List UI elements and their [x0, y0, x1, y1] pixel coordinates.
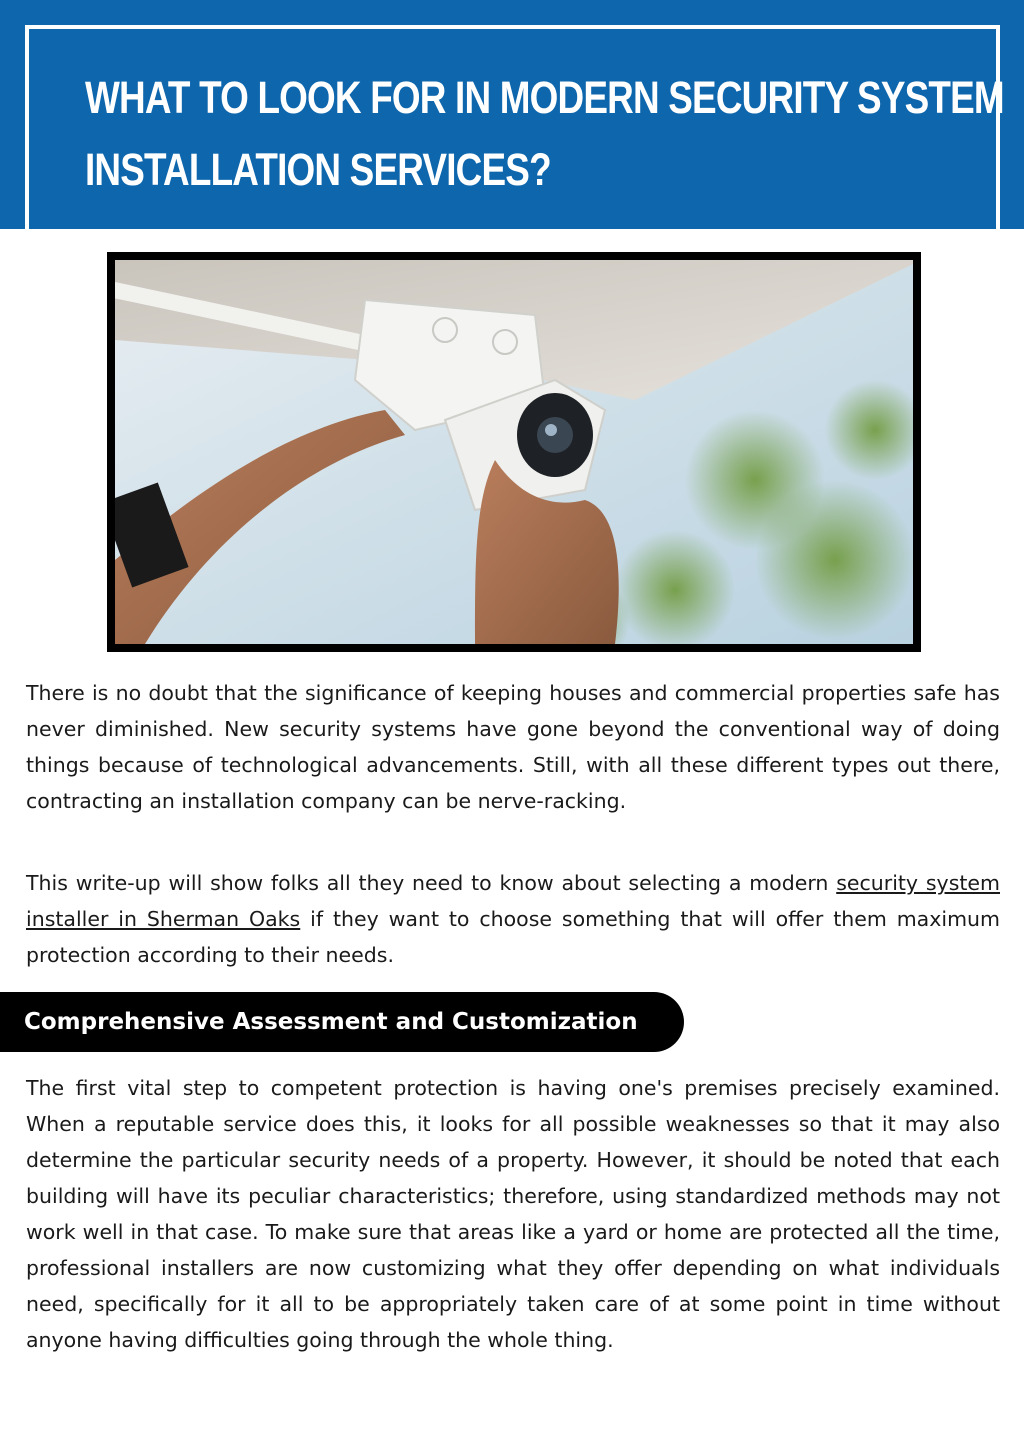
intro-paragraph-1: There is no doubt that the significance of keeping houses and commercial properties safe has never diminished. New security systems have gone beyond the conventional way of doing things because of technological advancements. Still, with all these different types out there, contracting an installation company can be nerve-racking. — [26, 681, 1000, 813]
page-title-line-1: WHAT TO LOOK FOR IN MODERN SECURITY SYSTEM — [85, 72, 1004, 123]
intro-paragraph-2-end: if they want to choose something that will offer them maximum protection according to their needs. — [26, 907, 1001, 967]
security-camera-installation-photo-icon — [115, 260, 913, 644]
header-banner — [0, 0, 1024, 229]
intro-paragraph-2-start: This write-up will show folks all they need to know about selecting a modern — [26, 871, 837, 895]
page-title-line-2: INSTALLATION SERVICES? — [85, 144, 551, 195]
section-heading-bar — [0, 992, 684, 1052]
page-title — [85, 62, 1004, 206]
security-system-installer-link[interactable]: security system installer in Sherman Oaks — [26, 871, 1000, 931]
section-body: The first vital step to competent protection is having one's premises precisely examined. When a reputable service does this, it looks for all possible weaknesses so that it may also determine the particular security needs of a property. However, it should be noted that each building will have its peculiar characteristics; therefore, using standardized methods may not work well in that case. To make sure that areas like a yard or home are protected all the time, professional installers are now customizing what they offer depending on what individuals need, specifically for it all to be appropriately taken care of at some point in time without anyone having difficulties going through the whole thing. — [26, 1076, 1000, 1352]
section-heading: Comprehensive Assessment and Customization — [24, 1009, 638, 1035]
hero-photo — [107, 252, 921, 652]
intro-paragraph-2 — [26, 865, 1000, 973]
